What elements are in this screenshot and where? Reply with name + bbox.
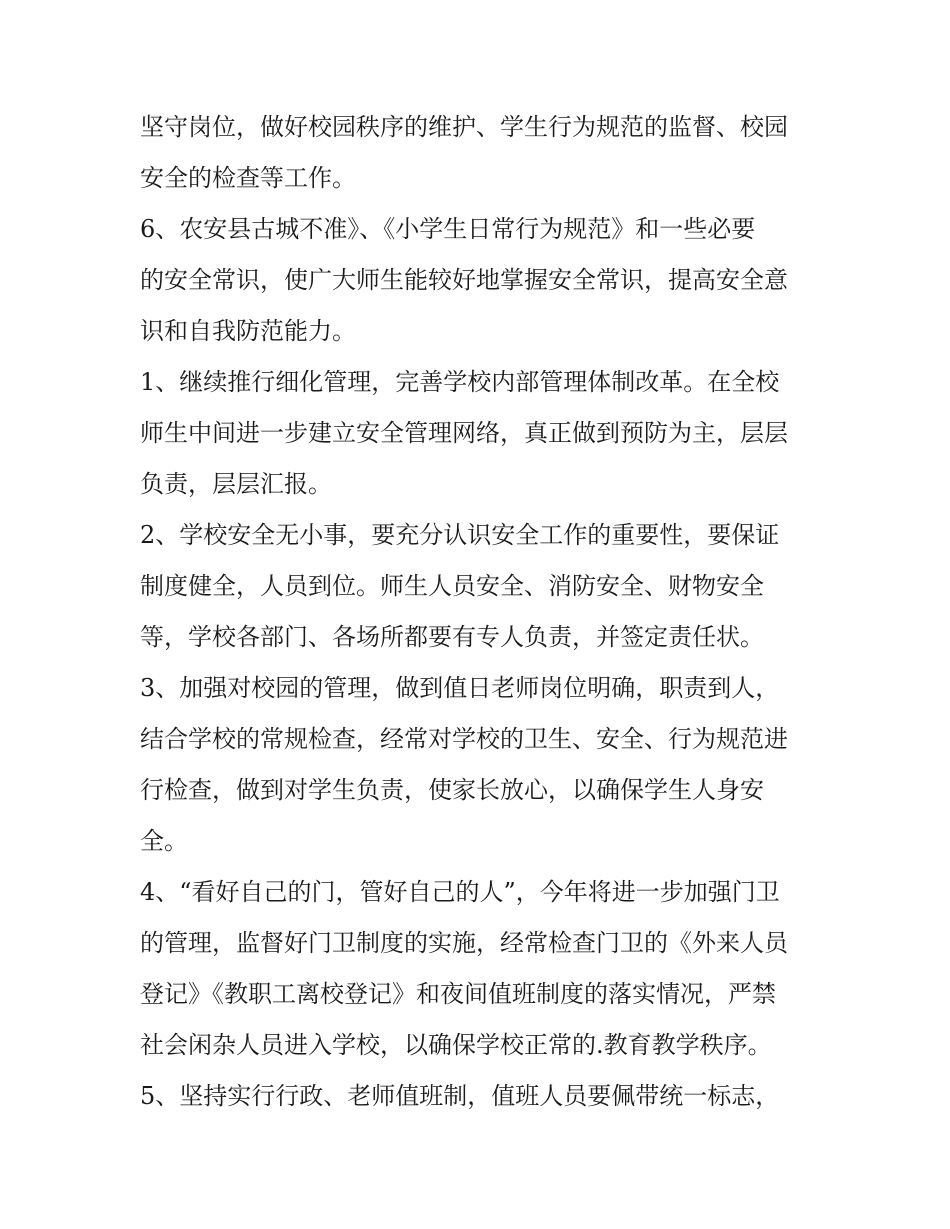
text-line-9: 2、学校安全无小事，要充分认识安全工作的重要性，要保证 [140,521,780,549]
text-line-12: 3、加强对校园的管理，做到值日老师岗位明确，职责到人， [140,674,780,702]
text-line-4: 的安全常识，使广大师生能较好地掌握安全常识，提高安全意 [140,266,788,294]
text-line-3: 6、农安县古城不准》、《小学生日常行为规范》和一些必要 [140,215,756,243]
text-line-16: 4、“看好自己的门，管好自己的人”，今年将进一步加强门卫 [140,878,780,906]
text-line-5: 识和自我防范能力。 [140,317,356,345]
text-line-11: 等，学校各部门、各场所都要有专人负责，并签定责任状。 [140,623,764,651]
text-line-19: 社会闲杂人员进入学校，以确保学校正常的.教育教学秩序。 [140,1031,772,1059]
text-line-18: 登记》《教职工离校登记》和夜间值班制度的落实情况，严禁 [140,980,776,1008]
text-line-7: 师生中间进一步建立安全管理网络，真正做到预防为主，层层 [140,419,788,447]
text-line-2: 安全的检查等工作。 [140,164,356,192]
text-line-14: 行检查，做到对学生负责，使家长放心，以确保学生人身安 [140,776,764,804]
text-line-20: 5、坚持实行行政、老师值班制，值班人员要佩带统一标志， [140,1082,780,1110]
text-line-8: 负责，层层汇报。 [140,470,332,498]
text-line-10: 制度健全，人员到位。师生人员安全、消防安全、财物安全 [140,572,764,600]
text-line-1: 坚守岗位，做好校园秩序的维护、学生行为规范的监督、校园 [140,113,788,141]
text-line-17: 的管理，监督好门卫制度的实施，经常检查门卫的《外来人员 [140,929,788,957]
text-line-6: 1、继续推行细化管理，完善学校内部管理体制改革。在全校 [140,368,780,396]
text-line-13: 结合学校的常规检查，经常对学校的卫生、安全、行为规范进 [140,725,788,753]
document-body [140,102,830,1122]
text-line-15: 全。 [140,827,188,855]
